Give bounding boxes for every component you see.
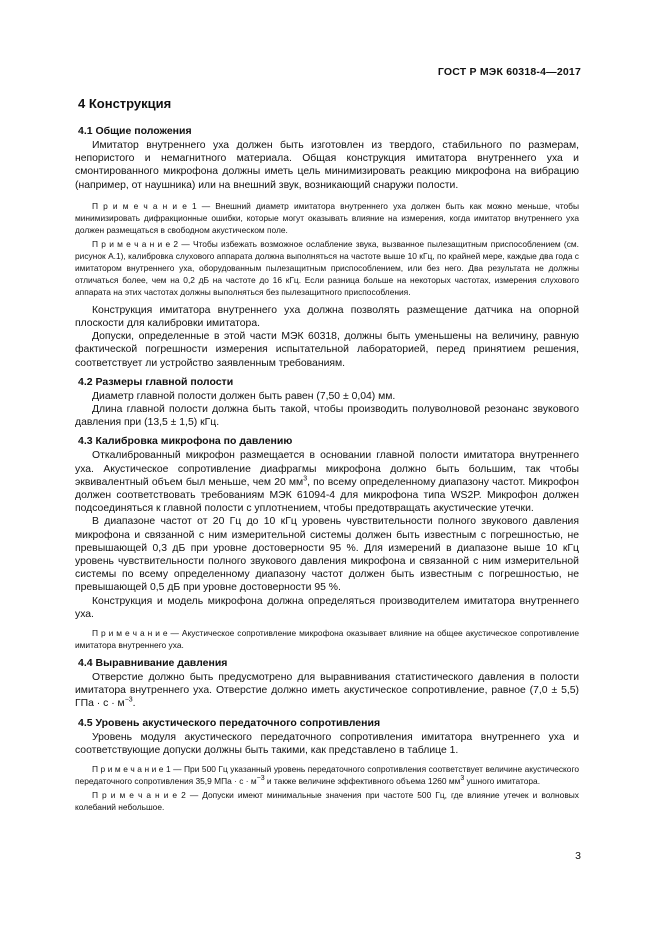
note: П р и м е ч а н и е 2 — Чтобы избежать возможное ослабление звука, вызванное пылезащитным приспособлением (см. рисунок А.1), калибровка слухового аппарата должна выполняться на частоте выше 10 кГц, по крайней мере, каждые два года с имитатором внутреннего уха, оборудованным пылезащитным приспособлением, или без него. Два результата не должны отличаться более, чем на 0,2 дБ на частоте до 16 кГц. Если разница больше на некоторых частотах, измерения слухового аппарата на этих частотах должны выполняться без пылезащитного приспособления. <box>75 238 579 297</box>
paragraph: Длина главной полости должна быть такой, чтобы производить полуволновой резонанс звукового давления при (13,5 ± 1,5) кГц. <box>75 404 579 429</box>
paragraph <box>75 671 579 711</box>
subsection-4-2-title: 4.2 Размеры главной полости <box>78 375 234 388</box>
subsection-4-4-title: 4.4 Выравнивание давления <box>78 657 228 670</box>
superscript: 3 <box>303 475 308 483</box>
paragraph-text: . <box>132 698 136 710</box>
paragraph: В диапазоне частот от 20 Гц до 10 кГц уровень чувствительности полного звукового давления микрофона и связанной с ним измерительной системы должен быть известным с погрешностью, не превышающей 0,3 дБ при уровне достоверности 95 %. Для измерений в диапазоне выше 10 кГц уровень чувствительности полного звукового давления микрофона и связанной с ним измерительной системы по всему определенному диапазону частот должен быть известным с погрешностью, не превышающей 0,5 дБ при уровне достоверности 95 %. <box>75 516 579 594</box>
note-text: ушного имитатора. <box>464 776 541 787</box>
paragraph: Конструкция и модель микрофона должна определяться производителем имитатора внутреннего уха. <box>75 595 579 620</box>
paragraph-text: , по всему определенному диапазону частот. Микрофон должен соответствовать требованиям МЭК 61094-4 для микрофона типа WS2P. Микрофон должен подсоединяться к главной полости с уплотнением, чтобы предотвращать акустические утечки. <box>75 476 579 515</box>
subsection-4-3-title: 4.3 Калибровка микрофона по давлению <box>78 435 293 448</box>
note: П р и м е ч а н и е 2 — Допуски имеют минимальные значения при частоте 500 Гц, где влияние утечек и волновых колебаний небольшое. <box>75 790 579 813</box>
page-number: 3 <box>575 850 581 862</box>
section-title: 4 Конструкция <box>78 96 172 111</box>
paragraph-text: Отверстие должно быть предусмотрено для выравнивания статистического давления в полости имитатора внутреннего уха. Отверстие должно иметь акустическое сопротивление, равное (7,0 ± 5,5) ГПа · с · м <box>75 672 579 710</box>
paragraph: Имитатор внутреннего уха должен быть изготовлен из твердого, стабильного по размерам, непористого и немагнитного материала. Общая конструкция имитатора внутреннего уха и смонтированного микрофона должны иметь цель минимизировать реакцию микрофона на вибрацию (например, от наушника) или на внешний звук, возникающий снаружи полости. <box>75 140 579 191</box>
paragraph: Диаметр главной полости должен быть равен (7,50 ± 0,04) мм. <box>92 390 396 402</box>
subsection-4-5-title: 4.5 Уровень акустического передаточного сопротивления <box>78 716 381 729</box>
note-text: и также величине эффективного объема 1260 мм <box>264 776 461 787</box>
note: П р и м е ч а н и е 1 — Внешний диаметр имитатора внутреннего уха должен быть как можно меньше, чтобы минимизировать дифракционные ошибки, которые могут оказывать влияние на измерения, когда имитатор внутреннего уха должен размещаться в свободном акустическом поле. <box>75 200 579 235</box>
note-text: П р и м е ч а н и е 1 — При 500 Гц указанный уровень передаточного сопротивления соответствует величине акустического передаточного сопротивления 35,9 МПа · с · м <box>75 764 579 787</box>
page-content <box>75 90 579 813</box>
note: П р и м е ч а н и е — Акустическое сопротивление микрофона оказывает влияние на общее акустическое сопротивление имитатора внутреннего уха. <box>75 628 579 651</box>
note <box>75 763 579 787</box>
paragraph: Уровень модуля акустического передаточного сопротивления имитатора внутреннего уха и соответствующие допуски должны быть такими, как представлено в таблице 1. <box>75 731 579 756</box>
paragraph: Конструкция имитатора внутреннего уха должна позволять размещение датчика на опорной плоскости для калибровки имитатора. <box>75 304 579 330</box>
superscript: −3 <box>256 775 265 783</box>
paragraph-text: Откалиброванный микрофон размещается в основании главной полости имитатора внутреннего уха. Акустическое сопротивление диафрагмы микрофона должно быть большим, так чтобы эквивалентный объем был меньше, чем 20 мм <box>75 450 579 488</box>
paragraph <box>75 449 579 515</box>
subsection-4-1-title: 4.1 Общие положения <box>78 125 192 137</box>
superscript: −3 <box>124 697 133 705</box>
paragraph: Допуски, определенные в этой части МЭК 60318, должны быть уменьшены на величину, равную фактической погрешности измерения испытательной лабораторией, перед принятием решения, соответствует ли устройство заявленным требованиям. <box>75 331 579 369</box>
standard-header: ГОСТ Р МЭК 60318-4—2017 <box>437 66 581 78</box>
superscript: 3 <box>460 775 465 783</box>
